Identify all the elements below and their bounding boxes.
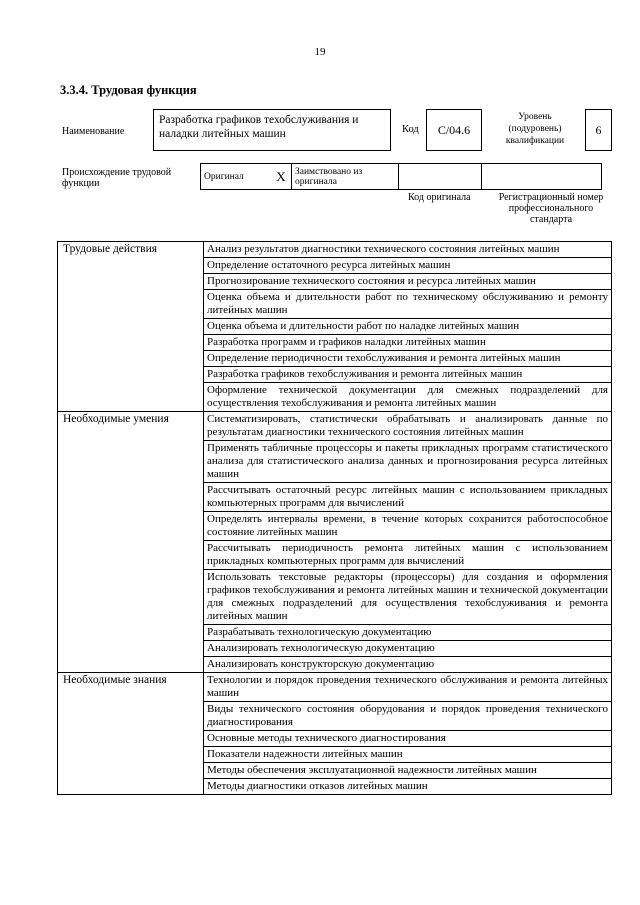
table-item: Оформление технической документации для смежных подразделений для осуществления техобслуживания и ремонта литейных машин xyxy=(204,383,612,412)
table-item: Разработка графиков техобслуживания и ремонта литейных машин xyxy=(204,367,612,383)
original-code-caption: Код оригинала xyxy=(408,192,471,203)
section-heading: Необходимые умения xyxy=(58,412,204,673)
origin-label: Происхождение трудовой функции xyxy=(62,167,172,189)
function-name-value: Разработка графиков техобслуживания и наладки литейных машин xyxy=(159,114,359,140)
table-item: Использовать текстовые редакторы (процессоры) для создания и оформления графиков техобслуживания и ремонта литейных машин и технической документации для смежных подразделений для осуществления техобслуживания и ремонта литейных машин xyxy=(204,570,612,625)
level-label: Уровень (подуровень) квалификации xyxy=(505,112,565,146)
table-item: Анализировать конструкторскую документацию xyxy=(204,657,612,673)
reg-number-caption: Регистрационный номер профессионального стандарта xyxy=(498,192,604,225)
table-item: Разработка программ и графиков наладки литейных машин xyxy=(204,335,612,351)
table-item: Определение периодичности техобслуживания и ремонта литейных машин xyxy=(204,351,612,367)
table-item: Применять табличные процессоры и пакеты прикладных программ статистического анализа для статистического анализа данных и прогнозирования ресурса литейных машин xyxy=(204,441,612,483)
table-item: Основные методы технического диагностирования xyxy=(204,731,612,747)
table-item: Систематизировать, статистически обрабатывать и анализировать данные по результатам диагностики технического состояния литейных машин xyxy=(204,412,612,441)
page-number: 19 xyxy=(314,46,326,58)
table-item: Прогнозирование технического состояния и ресурса литейных машин xyxy=(204,274,612,290)
level-box xyxy=(585,109,612,151)
borrowed-cell xyxy=(292,164,399,190)
original-label: Оригинал xyxy=(204,171,244,182)
section-title: 3.3.4. Трудовая функция xyxy=(60,83,197,97)
original-mark: X xyxy=(276,168,286,184)
original-code-cell xyxy=(399,164,482,190)
function-table-body xyxy=(58,242,612,795)
table-item: Технологии и порядок проведения технического обслуживания и ремонта литейных машин xyxy=(204,673,612,702)
table-item: Рассчитывать остаточный ресурс литейных машин с использованием прикладных компьютерных программ для вычислений xyxy=(204,483,612,512)
table-row xyxy=(58,673,612,702)
code-box xyxy=(426,109,482,151)
original-cell xyxy=(201,164,272,190)
table-item: Оценка объема и длительности работ по техническому обслуживанию и ремонту литейных машин xyxy=(204,290,612,319)
table-item: Оценка объема и длительности работ по наладке литейных машин xyxy=(204,319,612,335)
original-mark-cell xyxy=(271,164,292,190)
table-item: Показатели надежности литейных машин xyxy=(204,747,612,763)
table-item: Разрабатывать технологическую документацию xyxy=(204,625,612,641)
table-item: Рассчитывать периодичность ремонта литейных машин с использованием прикладных компьютерных программ для вычислений xyxy=(204,541,612,570)
level-value: 6 xyxy=(595,122,602,137)
table-item: Анализ результатов диагностики технического состояния литейных машин xyxy=(204,242,612,258)
name-label: Наименование xyxy=(62,126,125,137)
table-row xyxy=(58,242,612,258)
table-item: Виды технического состояния оборудования и порядок проведения технического диагностирования xyxy=(204,702,612,731)
table-row xyxy=(58,412,612,441)
section-heading: Необходимые знания xyxy=(58,673,204,795)
code-label: Код xyxy=(402,124,419,135)
section-heading: Трудовые действия xyxy=(58,242,204,412)
table-item: Определение остаточного ресурса литейных машин xyxy=(204,258,612,274)
code-value: C/04.6 xyxy=(437,122,471,137)
origin-table xyxy=(200,163,602,190)
table-item: Определять интервалы времени, в течение которых сохранится работоспособное состояние литейных машин xyxy=(204,512,612,541)
table-item: Анализировать технологическую документацию xyxy=(204,641,612,657)
reg-number-cell xyxy=(482,164,602,190)
function-name-box xyxy=(153,109,391,151)
function-table xyxy=(57,241,612,795)
table-item: Методы диагностики отказов литейных машин xyxy=(204,779,612,795)
table-item: Методы обеспечения эксплуатационной надежности литейных машин xyxy=(204,763,612,779)
borrowed-label: Заимствовано из оригинала xyxy=(295,166,363,187)
